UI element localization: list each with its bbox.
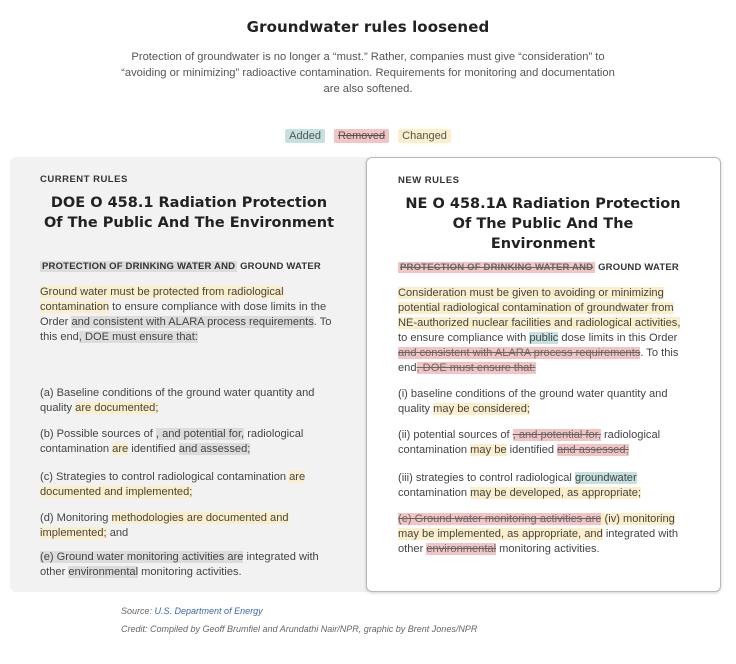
new-item-iv-environmental-removed: environmental: [426, 543, 497, 555]
current-item-d-and: and: [106, 527, 129, 539]
current-item-e: [40, 550, 338, 580]
current-item-b-text-2: radiological contamination: [40, 428, 304, 455]
new-item-ii: [398, 428, 688, 458]
new-item-iii-text-2: contamination: [398, 487, 471, 499]
new-item-i-text: (i) baseline conditions of the ground water quantity and quality: [398, 388, 668, 415]
current-item-b: [40, 427, 338, 457]
graphic-subtitle: Protection of groundwater is no longer a “must.” Rather, companies must give “consideration” to “avoiding or minimizing” radioactive contamination. Requirements for monitoring and documentation are also softened.: [121, 51, 615, 95]
current-rules-panel: [10, 157, 368, 592]
new-intro-dose-limits: dose limits in this Order: [558, 332, 678, 344]
new-item-iv: [398, 512, 688, 557]
current-intro-changed: Ground water must be protected from radiological contamination: [40, 286, 284, 313]
new-item-iv-text-2: monitoring activities.: [496, 543, 600, 555]
current-heading-part-a: PROTECTION OF DRINKING WATER AND: [42, 261, 236, 272]
current-item-a: [40, 386, 338, 416]
new-item-ii-text: (ii) potential sources of: [398, 429, 513, 441]
new-intro-doe-removed: , DOE must ensure that:: [416, 362, 536, 374]
new-intro-alara-removed: and consistent with ALARA process requirements: [398, 347, 641, 359]
new-item-iv-text: integrated with other: [398, 528, 678, 555]
new-item-iii-text: (iii) strategies to control radiological: [398, 472, 575, 484]
graphic-header: [0, 18, 736, 97]
current-intro-text: to ensure compliance with dose limits in the Order: [40, 301, 327, 328]
graphic-title: Groundwater rules loosened: [246, 18, 490, 36]
source-link[interactable]: U.S. Department of Energy: [154, 606, 263, 616]
current-intro-alara: and consistent with ALARA process requirements: [71, 316, 314, 328]
current-item-d: [40, 511, 338, 541]
source-label: Source:: [121, 606, 155, 616]
new-rules-kicker: NEW RULES: [398, 175, 460, 186]
new-item-iii: [398, 471, 688, 501]
new-item-iv-changed: (iv) monitoring may be implemented, as appropriate, and: [398, 513, 675, 540]
legend-changed: Changed: [398, 129, 451, 143]
current-rules-kicker: CURRENT RULES: [40, 174, 128, 185]
new-item-ii-potential-removed: , and potential for,: [512, 429, 601, 441]
legend-added: Added: [285, 129, 325, 143]
legend: [0, 129, 736, 143]
source-line: [121, 606, 263, 616]
new-intro-public-added: public: [529, 332, 559, 344]
new-rules-panel: [366, 157, 721, 592]
new-item-iv-removed: (e) Ground water monitoring activities are: [398, 513, 602, 525]
new-item-ii-identified: identified: [506, 444, 558, 456]
new-paragraph-intro: [398, 286, 688, 376]
credit-line: Credit: Compiled by Geoff Brumfiel and Arundathi Nair/NPR, graphic by Brent Jones/NPR: [121, 624, 478, 634]
current-intro-doe-must: , DOE must ensure that:: [78, 331, 198, 343]
current-item-e-text-2: monitoring activities.: [138, 566, 242, 578]
current-item-c-changed: are documented and implemented;: [40, 471, 306, 498]
current-item-d-changed: methodologies are documented and implemented;: [40, 512, 289, 539]
new-item-iii-groundwater-added: groundwater: [574, 472, 637, 484]
current-intro-to-this-end: . To this end: [40, 316, 332, 343]
current-item-d-text: (d) Monitoring: [40, 512, 112, 524]
current-heading-part-b: GROUND WATER: [240, 261, 321, 272]
new-intro-changed: Consideration must be given to avoiding or minimizing potential radiological contamination of groundwater from NE-authorized nuclear facilities and radiological activities,: [398, 287, 681, 329]
new-item-ii-text-2: radiological contamination: [398, 429, 661, 456]
new-heading-removed: PROTECTION OF DRINKING WATER AND: [400, 262, 594, 273]
current-item-b-identified: identified: [128, 443, 179, 455]
new-intro-to-this-end: . To this end: [398, 347, 679, 374]
current-item-e-text: integrated with other: [40, 551, 319, 578]
new-heading-part-b: GROUND WATER: [598, 262, 679, 273]
legend-removed: Removed: [334, 129, 389, 143]
current-item-e-removed-phrase: (e) Ground water monitoring activities are: [40, 551, 244, 563]
current-item-a-text: (a) Baseline conditions of the ground water quantity and quality: [40, 387, 315, 414]
current-item-e-environmental: environmental: [68, 566, 139, 578]
current-item-b-are: are: [112, 443, 129, 455]
current-section-heading: [40, 261, 321, 272]
current-paragraph-intro: [40, 285, 338, 345]
new-section-heading: [398, 262, 679, 273]
current-item-a-changed: are documented;: [75, 402, 159, 414]
new-item-ii-may-be: may be: [470, 444, 507, 456]
new-item-iii-changed: may be developed, as appropriate;: [470, 487, 641, 499]
current-item-b-text: (b) Possible sources of: [40, 428, 156, 440]
new-item-i-changed: may be considered;: [433, 403, 530, 415]
new-item-i: [398, 387, 688, 417]
current-item-c-text: (c) Strategies to control radiological contamination: [40, 471, 290, 483]
current-item-c: [40, 470, 338, 500]
current-item-b-potential: , and potential for,: [155, 428, 245, 440]
new-intro-text: to ensure compliance with: [398, 332, 530, 344]
new-rules-title: NE O 458.1A Radiation Protection Of The Public And The Environment: [405, 196, 681, 252]
current-rules-title: DOE O 458.1 Radiation Protection Of The Public And The Environment: [43, 195, 335, 231]
current-item-b-assessed: and assessed;: [178, 443, 251, 455]
new-item-ii-assessed-removed: and assessed;: [557, 444, 629, 456]
